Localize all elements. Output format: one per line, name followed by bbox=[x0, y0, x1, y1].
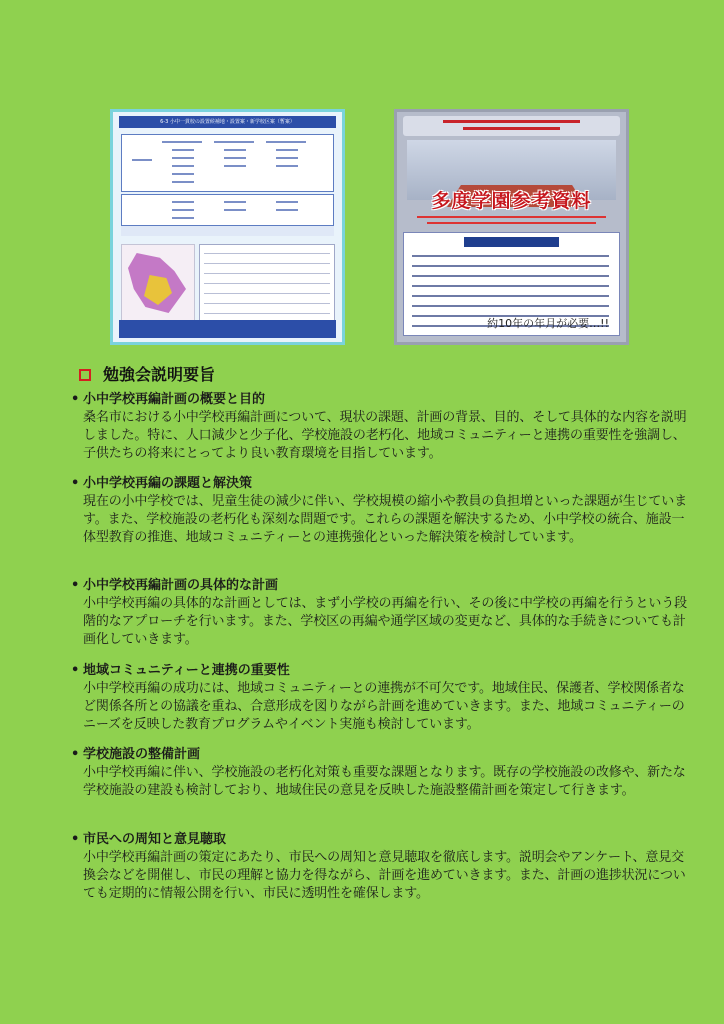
summary-item-public bbox=[71, 831, 691, 903]
item-title: 地域コミュニティーと連携の重要性 bbox=[83, 663, 290, 678]
slide-photo-school-plan bbox=[110, 109, 345, 345]
slide-history-box bbox=[403, 232, 620, 336]
item-body: 小中学校再編の成功には、地域コミュニティーとの連携が不可欠です。地域住民、保護者、学校関係者など関係各所との協議を重ね、合意形成を図りながら計画を進めていきます。また、地域コミュニティーのニーズを反映した教育プログラムやイベント実施も検討しています。 bbox=[83, 681, 685, 732]
summary-item-facilities bbox=[71, 746, 691, 800]
summary-item-issues bbox=[71, 475, 691, 547]
bullet-icon: • bbox=[71, 476, 80, 491]
item-title: 学校施設の整備計画 bbox=[83, 747, 201, 762]
slide-table-top bbox=[121, 134, 334, 192]
item-title: 市民への周知と意見聴取 bbox=[83, 832, 227, 847]
bullet-icon: • bbox=[71, 663, 80, 678]
section-heading bbox=[79, 362, 215, 385]
bullet-icon: • bbox=[71, 832, 80, 847]
slide-schedule-table bbox=[199, 244, 335, 324]
slide-footer-note: 約10年の年月が必要…!! bbox=[487, 317, 609, 330]
red-square-icon bbox=[79, 369, 91, 381]
item-body: 小中学校再編計画の策定にあたり、市民への周知と意見聴取を徹底します。説明会やアンケート、意見交換会などを開催し、市民の理解と協力を得ながら、計画を進めていきます。また、計画の進捗状況についても定期的に情報公開を行い、市民に透明性を確保します。 bbox=[83, 850, 686, 901]
section-heading-text: 勉強会説明要旨 bbox=[103, 365, 216, 384]
summary-item-plan bbox=[71, 577, 691, 649]
item-title: 小中学校再編の課題と解決策 bbox=[83, 476, 253, 491]
slide-header-banner bbox=[403, 116, 620, 136]
slide-table-middle bbox=[121, 194, 334, 226]
item-title: 小中学校再編計画の概要と目的 bbox=[83, 392, 266, 407]
summary-item-community bbox=[71, 662, 691, 734]
slide-main-title: 多度学園参考資料 bbox=[431, 190, 592, 212]
bullet-icon: • bbox=[71, 747, 80, 762]
bullet-icon: • bbox=[71, 392, 80, 407]
slide-title: 6-3 小中一貫校の設置候補地・設置案・新学校区案（暫案） bbox=[119, 116, 336, 128]
slide-note-band bbox=[121, 226, 334, 236]
item-body: 現在の小中学校では、児童生徒の減少に伴い、学校規模の縮小や教員の負担増といった課題が生じています。また、学校施設の老朽化も深刻な問題です。これらの課題を解決するため、小中学校の統合、施設一体型教育の推進、地域コミュニティーとの連携強化といった解決策を検討しています。 bbox=[83, 494, 687, 545]
bullet-icon: • bbox=[71, 578, 80, 593]
summary-item-overview bbox=[71, 391, 691, 463]
slide-photo-tado-gakuen bbox=[394, 109, 629, 345]
item-body: 小中学校再編に伴い、学校施設の老朽化対策も重要な課題となります。既存の学校施設の改修や、新たな学校施設の建設も検討しており、地域住民の意見を反映した施設整備計画を策定して行きます。 bbox=[83, 765, 686, 798]
item-body: 桑名市における小中学校再編計画について、現状の課題、計画の背景、目的、そして具体的な内容を説明しました。特に、人口減少と少子化、学校施設の老朽化、地域コミュニティーと連携の重要性を強調し、子供たちの将来にとってより良い教育環境を目指しています。 bbox=[83, 410, 687, 461]
slide-footer-band bbox=[119, 320, 336, 338]
item-title: 小中学校再編計画の具体的な計画 bbox=[83, 578, 279, 593]
item-body: 小中学校再編の具体的な計画としては、まず小学校の再編を行い、その後に中学校の再編を行うという段階的なアプローチを行います。また、学校区の再編や通学区域の変更など、具体的な手続きについても計画化していきます。 bbox=[83, 596, 687, 647]
slide-district-map bbox=[121, 244, 195, 324]
